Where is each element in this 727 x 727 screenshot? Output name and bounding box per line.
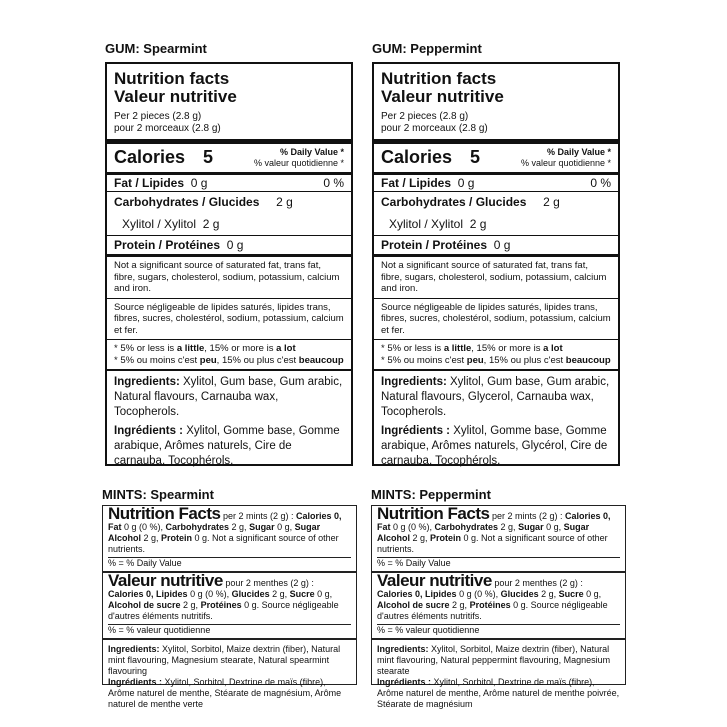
serving-fr: pour 2 morceaux (2.8 g) <box>114 123 221 134</box>
ingredients <box>374 369 618 477</box>
title-en: Nutrition facts <box>114 69 230 88</box>
note-en: Not a significant source of saturated fat, trans fat, fibre, sugars, cholesterol, sodium, potassium, calcium and iron. <box>107 254 351 298</box>
nutrition-panel-mints-peppermint <box>371 504 626 709</box>
ingredients-en-label: Ingredients: <box>114 376 180 388</box>
daily-value-fr: % valeur quotidienne * <box>520 158 611 168</box>
carb-value: 2 g <box>276 195 293 209</box>
carb-label: Carbohydrates / Glucides <box>381 195 527 209</box>
footnote: * 5% or less is a little, 15% or more is a lot * 5% ou moins c'est peu, 15% ou plus c'est beaucoup <box>374 339 618 369</box>
nf-head: Nutrition Facts <box>377 504 490 523</box>
daily-value-fr: % valeur quotidienne * <box>253 158 344 168</box>
ingredients-en-label: Ingredients: <box>381 376 447 388</box>
ingredients-fr: Xylitol, Gomme base, Gomme arabique, Arômes naturels, Cire de carnauba, Tocophérols. <box>114 425 340 467</box>
ingredients-fr-label: Ingrédients : <box>114 425 184 437</box>
calories-value: 5 <box>470 147 481 167</box>
vn-dv: % = % valeur quotidienne <box>377 625 480 635</box>
protein-value: 0 g <box>493 238 511 252</box>
serving-en: Per 2 pieces (2.8 g) <box>114 111 202 122</box>
mint-ingredients-block: Ingredients: Xylitol, Sorbitol, Maize dextrin (fiber), Natural mint flavouring, Natural peppermint flavouring, Magnesium stearate Ingrédients : Xylitol, Sorbitol, Dextrine de maïs (fibre), Arôme naturel de menthe, Arôme naturel de menthe poivrée, Stéarate de magnésium <box>372 638 625 712</box>
nf-head: Nutrition Facts <box>108 504 221 523</box>
xylitol-row: Xylitol / Xylitol 2 g <box>122 217 220 231</box>
xylitol-row: Xylitol / Xylitol 2 g <box>389 217 487 231</box>
valeur-nutritive-block: Valeur nutritive pour 2 menthes (2 g) : Calories 0, Lipides 0 g (0 %), Glucides 2 g, Sucre 0 g, Alcohol de sucre 2 g, Protéines 0 g. Source négligeable d'autres éléments nutritifs. % = % valeur quotidienne <box>103 571 356 638</box>
vn-dv: % = % valeur quotidienne <box>108 625 211 635</box>
nutrition-facts-block: Nutrition Facts per 2 mints (2 g) : Calories 0, Fat 0 g (0 %), Carbohydrates 2 g, Sugar 0 g, Sugar Alcohol 2 g, Protein 0 g. Not a significant source of other nutrients. % = % Daily Value <box>372 506 625 571</box>
title-en: Nutrition facts <box>381 69 497 88</box>
ingredients-en: Xylitol, Gum base, Gum arabic, Natural flavours, Glycerol, Carnauba wax, Tocopherols. <box>381 376 610 418</box>
section-title-gum-spearmint: GUM: Spearmint <box>105 41 207 56</box>
carb-label: Carbohydrates / Glucides <box>114 195 260 209</box>
footnote: * 5% or less is a little, 15% or more is a lot * 5% ou moins c'est peu, 15% ou plus c'est beaucoup <box>107 339 351 369</box>
protein-label: Protein / Protéines <box>114 238 221 252</box>
ingredients <box>107 369 351 477</box>
serving-en: Per 2 pieces (2.8 g) <box>381 111 469 122</box>
section-title-mints-spearmint: MINTS: Spearmint <box>102 487 214 502</box>
vn-head: Valeur nutritive <box>377 571 492 590</box>
calories-label: Calories <box>114 147 186 167</box>
nf-dv: % = % Daily Value <box>108 558 182 568</box>
nf-dv: % = % Daily Value <box>377 558 451 568</box>
section-title-gum-peppermint: GUM: Peppermint <box>372 41 482 56</box>
nutrition-panel-gum-peppermint <box>372 62 620 466</box>
calories-value: 5 <box>203 147 214 167</box>
title-fr: Valeur nutritive <box>381 87 504 106</box>
note-en: Not a significant source of saturated fat, trans fat, fibre, sugars, cholesterol, sodium, potassium, calcium and iron. <box>374 254 618 298</box>
ingredients-fr-label: Ingrédients : <box>381 425 451 437</box>
daily-value-en: % Daily Value * <box>279 147 344 157</box>
protein-label: Protein / Protéines <box>381 238 488 252</box>
fat-dv: 0 % <box>590 176 611 190</box>
carb-value: 2 g <box>543 195 560 209</box>
note-fr: Source négligeable de lipides saturés, lipides trans, fibres, sucres, cholestérol, sodium, potassium, calcium et fer. <box>107 298 351 340</box>
note-fr: Source négligeable de lipides saturés, lipides trans, fibres, sucres, cholestérol, sodium, potassium, calcium et fer. <box>374 298 618 340</box>
daily-value-en: % Daily Value * <box>546 147 611 157</box>
valeur-nutritive-block: Valeur nutritive pour 2 menthes (2 g) : Calories 0, Lipides 0 g (0 %), Glucides 2 g, Sucre 0 g, Alcohol de sucre 2 g, Protéines 0 g. Source négligeable d'autres éléments nutritifs. % = % valeur quotidienne <box>372 571 625 638</box>
fat-label: Fat / Lipides <box>381 176 452 190</box>
ingredients-fr: Xylitol, Gomme base, Gomme arabique, Arômes naturels, Glycérol, Cire de carnauba, Tocophérols. <box>381 425 608 467</box>
nutrition-panel-mints-spearmint <box>102 504 357 709</box>
nutrition-facts-block: Nutrition Facts per 2 mints (2 g) : Calories 0, Fat 0 g (0 %), Carbohydrates 2 g, Sugar 0 g, Sugar Alcohol 2 g, Protein 0 g. Not a significant source of other nutrients. % = % Daily Value <box>103 506 356 571</box>
title-fr: Valeur nutritive <box>114 87 237 106</box>
vn-head: Valeur nutritive <box>108 571 223 590</box>
fat-dv: 0 % <box>323 176 344 190</box>
calories-label: Calories <box>381 147 453 167</box>
fat-value: 0 g <box>457 176 475 190</box>
protein-value: 0 g <box>226 238 244 252</box>
nutrition-panel-gum-spearmint <box>105 62 353 466</box>
section-title-mints-peppermint: MINTS: Peppermint <box>371 487 491 502</box>
ingredients-en: Xylitol, Gum base, Gum arabic, Natural flavours, Carnauba wax, Tocopherols. <box>114 376 343 418</box>
mint-ingredients-block: Ingredients: Xylitol, Sorbitol, Maize dextrin (fiber), Natural mint flavouring, Magnesium stearate, Natural spearmint flavouring Ingrédients : Xylitol, Sorbitol, Dextrine de maïs (fibre), Arôme naturel de menthe, Stéarate de magnésium, Arôme naturel de menthe verte <box>103 638 356 712</box>
serving-fr: pour 2 morceaux (2.8 g) <box>381 123 488 134</box>
fat-value: 0 g <box>190 176 208 190</box>
fat-label: Fat / Lipides <box>114 176 185 190</box>
